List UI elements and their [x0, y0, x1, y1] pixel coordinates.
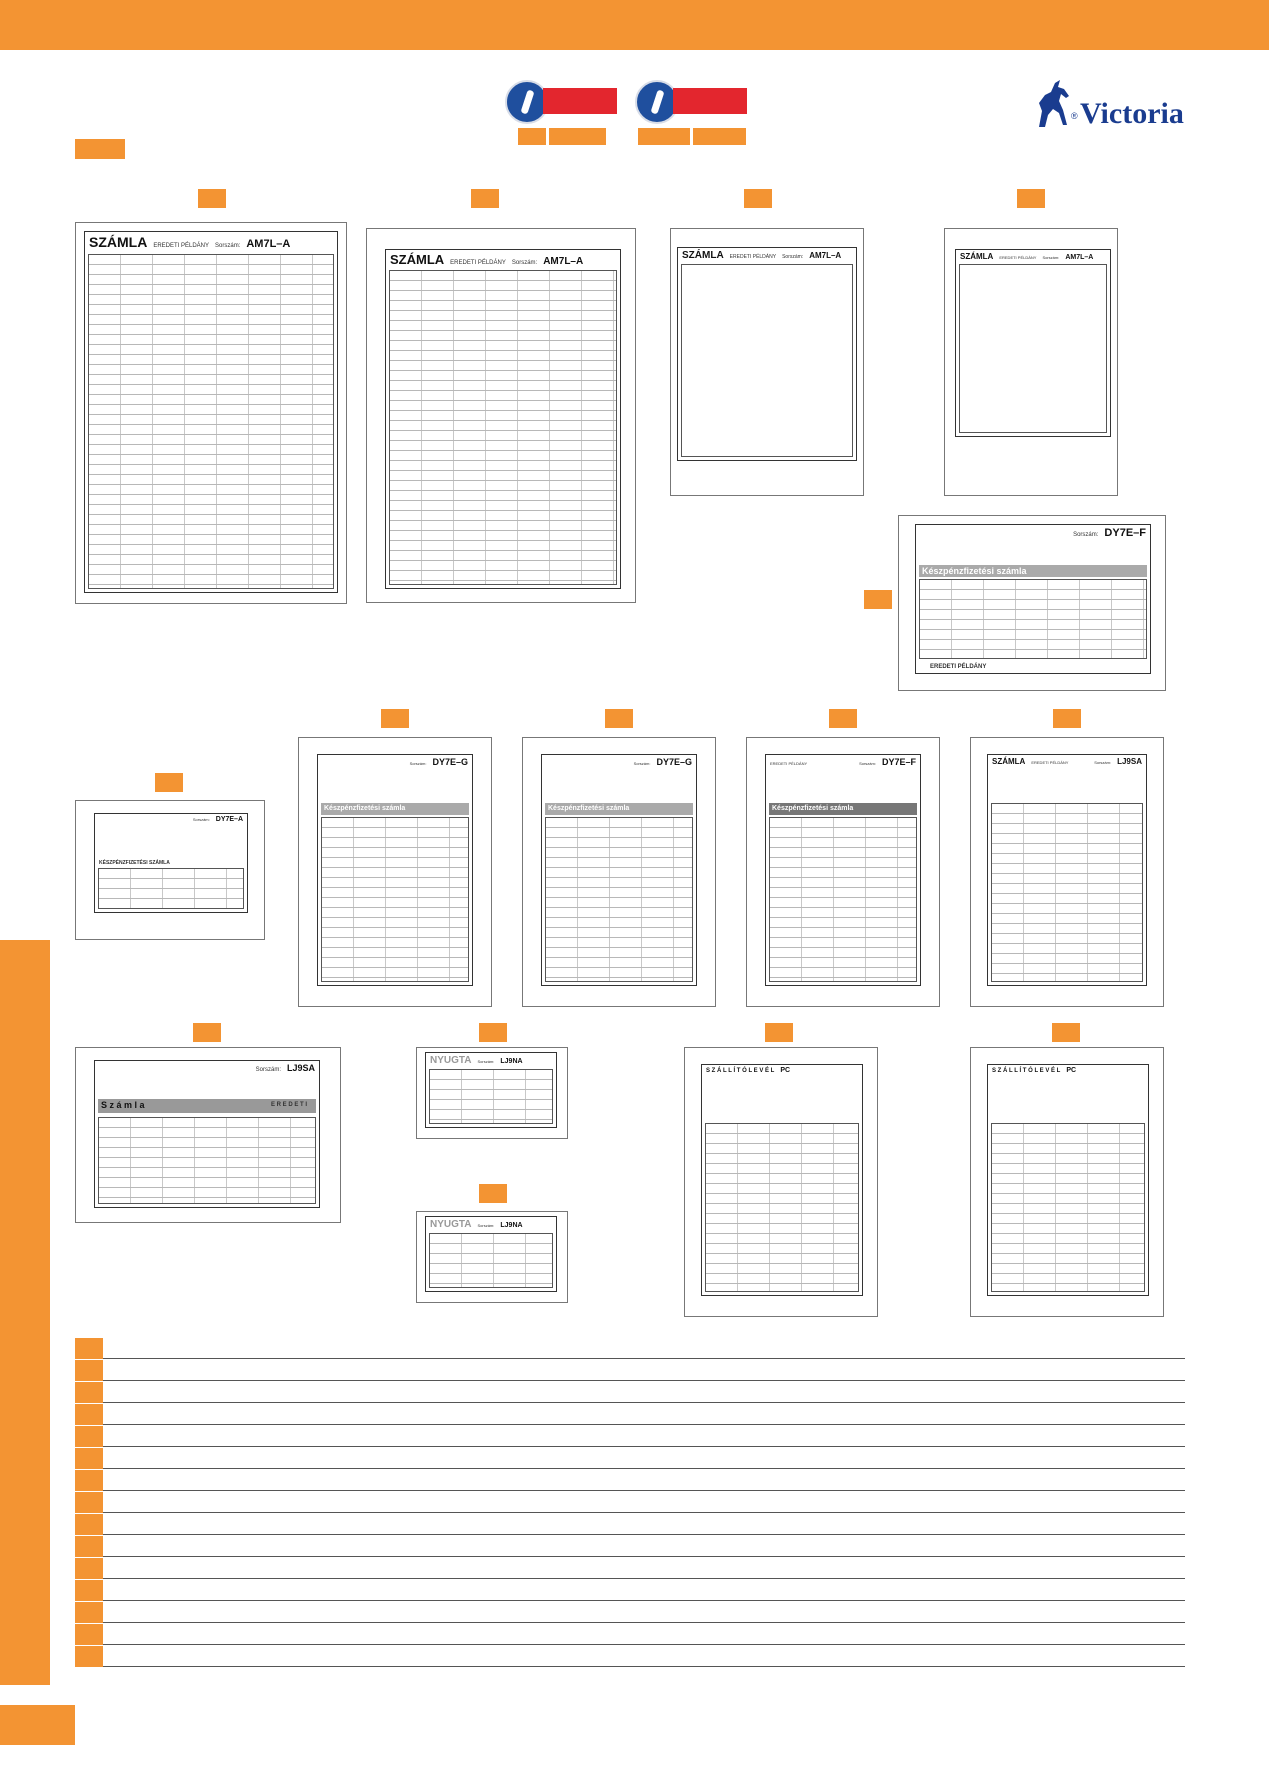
form-title: KÉSZPÉNZFIZETÉSI SZÁMLA: [99, 860, 170, 866]
serial-label: Sorszám:: [1094, 760, 1112, 765]
form-title: NYUGTA: [430, 1055, 472, 1066]
serial-label: Sorszám:: [477, 1059, 495, 1064]
bottom-corner-tab: [0, 1705, 75, 1745]
form-card: [416, 1211, 568, 1303]
product-tag: [155, 773, 183, 792]
row-marker: [75, 1382, 103, 1403]
form-card: [970, 1047, 1164, 1317]
form-card: [416, 1047, 568, 1139]
list-row: [75, 1381, 1185, 1403]
form-code: LJ9SA: [1117, 757, 1142, 766]
form-footer: EREDETI PÉLDÁNY: [930, 664, 987, 670]
list-row: [75, 1579, 1185, 1601]
form-grid: [389, 270, 617, 585]
product-tag: [198, 189, 226, 208]
form-code: AM7L–A: [809, 251, 842, 260]
receipt-form: [425, 1216, 557, 1292]
row-marker: [75, 1514, 103, 1535]
form-title: S Z Á L L Í T Ó L E V É L: [706, 1068, 775, 1074]
form-sublabel: EREDETI PÉLDÁNY: [729, 254, 777, 260]
form-title: S Z Á L L Í T Ó L E V É L: [992, 1068, 1061, 1074]
form-grid: [98, 1117, 316, 1204]
list-row: [75, 1359, 1185, 1381]
invoice-form: [677, 247, 857, 461]
serial-label: Sorszám:: [1042, 255, 1060, 260]
row-marker: [75, 1646, 103, 1667]
registered-mark: ®: [1071, 111, 1078, 121]
list-row: [75, 1513, 1185, 1535]
serial-label: Sorszám:: [859, 761, 876, 766]
form-sublabel: EREDETI PÉLDÁNY: [999, 255, 1037, 260]
form-title: SZÁMLA: [682, 250, 724, 261]
invoice-form: [385, 249, 621, 589]
form-card: [75, 800, 265, 940]
form-title: SZÁMLA: [992, 757, 1026, 766]
serial-label: Sorszám:: [255, 1067, 281, 1073]
badge-subtab: [638, 128, 690, 145]
product-tag: [479, 1184, 507, 1203]
form-grid: [88, 254, 334, 589]
row-marker: [75, 1338, 103, 1359]
form-sublabel: EREDETI PÉLDÁNY: [153, 243, 210, 249]
form-code: DY7E–G: [432, 757, 468, 767]
serial-label: Sorszám:: [215, 243, 241, 249]
form-code: LJ9SA: [286, 1063, 315, 1073]
form-title: SZÁMLA: [390, 252, 445, 267]
receipt-form: [317, 754, 473, 986]
product-tag: [381, 709, 409, 728]
badge-red-label: [673, 88, 747, 114]
row-marker: [75, 1580, 103, 1601]
serial-label: Sorszám:: [633, 761, 651, 766]
form-card: [746, 737, 940, 1007]
receipt-form: [94, 813, 248, 913]
badge-subtab: [518, 128, 546, 145]
list-row: [75, 1601, 1185, 1623]
brand-name: Victoria: [1080, 97, 1184, 130]
form-grid: [991, 1123, 1145, 1292]
receipt-form: [541, 754, 697, 986]
list-row: [75, 1469, 1185, 1491]
form-code: LJ9NA: [500, 1222, 523, 1229]
form-card: [522, 737, 716, 1007]
form-title: Készpénzfizetési számla: [321, 803, 469, 815]
horse-logo-icon: [1033, 77, 1073, 131]
form-code: DY7E–F: [881, 757, 916, 767]
form-code: AM7L–A: [1065, 254, 1094, 261]
invoice-form: [94, 1060, 320, 1208]
product-tag: [605, 709, 633, 728]
form-title: S z á m l a: [98, 1099, 316, 1113]
form-grid: [681, 264, 853, 457]
row-marker: [75, 1426, 103, 1447]
form-card: [944, 228, 1118, 496]
serial-label: Sorszám:: [511, 260, 538, 266]
form-card: [75, 222, 347, 604]
form-title: SZÁMLA: [960, 252, 994, 261]
row-marker: [75, 1536, 103, 1557]
row-marker: [75, 1448, 103, 1469]
form-code: PC: [1066, 1067, 1077, 1074]
serial-label: Sorszám:: [409, 761, 427, 766]
badge-subtab: [549, 128, 606, 145]
product-tag: [829, 709, 857, 728]
list-row: [75, 1337, 1185, 1359]
delivery-note-form: [701, 1064, 863, 1296]
form-card: [684, 1047, 878, 1317]
list-row: [75, 1491, 1185, 1513]
list-row: [75, 1623, 1185, 1645]
form-sublabel: EREDETI PÉLDÁNY: [770, 761, 808, 766]
delivery-note-form: [987, 1064, 1149, 1296]
product-tag: [193, 1023, 221, 1042]
product-tag: [864, 590, 892, 609]
form-sublabel: EREDETI PÉLDÁNY: [450, 260, 506, 266]
form-card: [970, 737, 1164, 1007]
invoice-form: [84, 231, 338, 593]
row-marker: [75, 1404, 103, 1425]
list-row: [75, 1645, 1185, 1667]
receipt-form: [425, 1052, 557, 1128]
form-grid: [429, 1233, 553, 1288]
form-card: [298, 737, 492, 1007]
form-grid: [429, 1069, 553, 1124]
form-code: DY7E–F: [1104, 527, 1146, 539]
form-grid: [991, 803, 1143, 982]
product-tag: [471, 189, 499, 208]
form-grid: [705, 1123, 859, 1292]
row-marker: [75, 1492, 103, 1513]
form-card: [366, 228, 636, 603]
serial-label: Sorszám:: [192, 817, 210, 822]
form-code: AM7L–A: [246, 238, 291, 250]
form-grid: [321, 817, 469, 982]
product-tag: [765, 1023, 793, 1042]
product-tag: [1053, 709, 1081, 728]
list-row: [75, 1557, 1185, 1579]
list-row: [75, 1403, 1185, 1425]
product-tag: [1017, 189, 1045, 208]
form-code: DY7E–G: [656, 757, 692, 767]
form-card: [898, 515, 1166, 691]
product-tag: [479, 1023, 507, 1042]
form-card: [75, 1047, 341, 1223]
form-code: DY7E–A: [215, 816, 243, 823]
form-code: AM7L–A: [543, 256, 584, 267]
list-row: [75, 1535, 1185, 1557]
badge-subtab: [693, 128, 746, 145]
row-marker: [75, 1624, 103, 1645]
form-grid: [545, 817, 693, 982]
invoice-form: [987, 754, 1147, 986]
left-orange-sidebar: [0, 940, 50, 1685]
form-title: Készpénzfizetési számla: [919, 565, 1147, 577]
receipt-form: [765, 754, 921, 986]
form-title: Készpénzfizetési számla: [545, 803, 693, 815]
mascot-badge-left: [505, 80, 617, 124]
form-grid: [959, 264, 1107, 433]
invoice-form: [955, 249, 1111, 437]
form-code: PC: [780, 1067, 791, 1074]
section-tag: [75, 139, 125, 159]
row-marker: [75, 1470, 103, 1491]
row-marker: [75, 1558, 103, 1579]
form-title: NYUGTA: [430, 1219, 472, 1230]
form-sublabel: EREDETI PÉLDÁNY: [1031, 760, 1069, 765]
form-grid: [919, 579, 1147, 659]
product-tag: [1052, 1023, 1080, 1042]
form-grid: [98, 868, 244, 909]
form-title: SZÁMLA: [89, 234, 148, 250]
badge-red-label: [543, 88, 617, 114]
brand-logo: [1033, 77, 1193, 133]
form-sublabel: E R E D E T I: [270, 1102, 307, 1108]
form-card: [670, 228, 864, 496]
serial-label: Sorszám:: [1073, 532, 1099, 538]
serial-label: Sorszám:: [477, 1223, 495, 1228]
product-tag: [744, 189, 772, 208]
form-code: LJ9NA: [500, 1058, 523, 1065]
receipt-form: [915, 524, 1151, 674]
serial-label: Sorszám:: [782, 254, 804, 260]
form-grid: [769, 817, 917, 982]
list-row: [75, 1447, 1185, 1469]
form-title: Készpénzfizetési számla: [769, 803, 917, 815]
mascot-badge-right: [635, 80, 747, 124]
list-row: [75, 1425, 1185, 1447]
top-orange-bar: [0, 0, 1269, 50]
row-marker: [75, 1360, 103, 1381]
row-marker: [75, 1602, 103, 1623]
